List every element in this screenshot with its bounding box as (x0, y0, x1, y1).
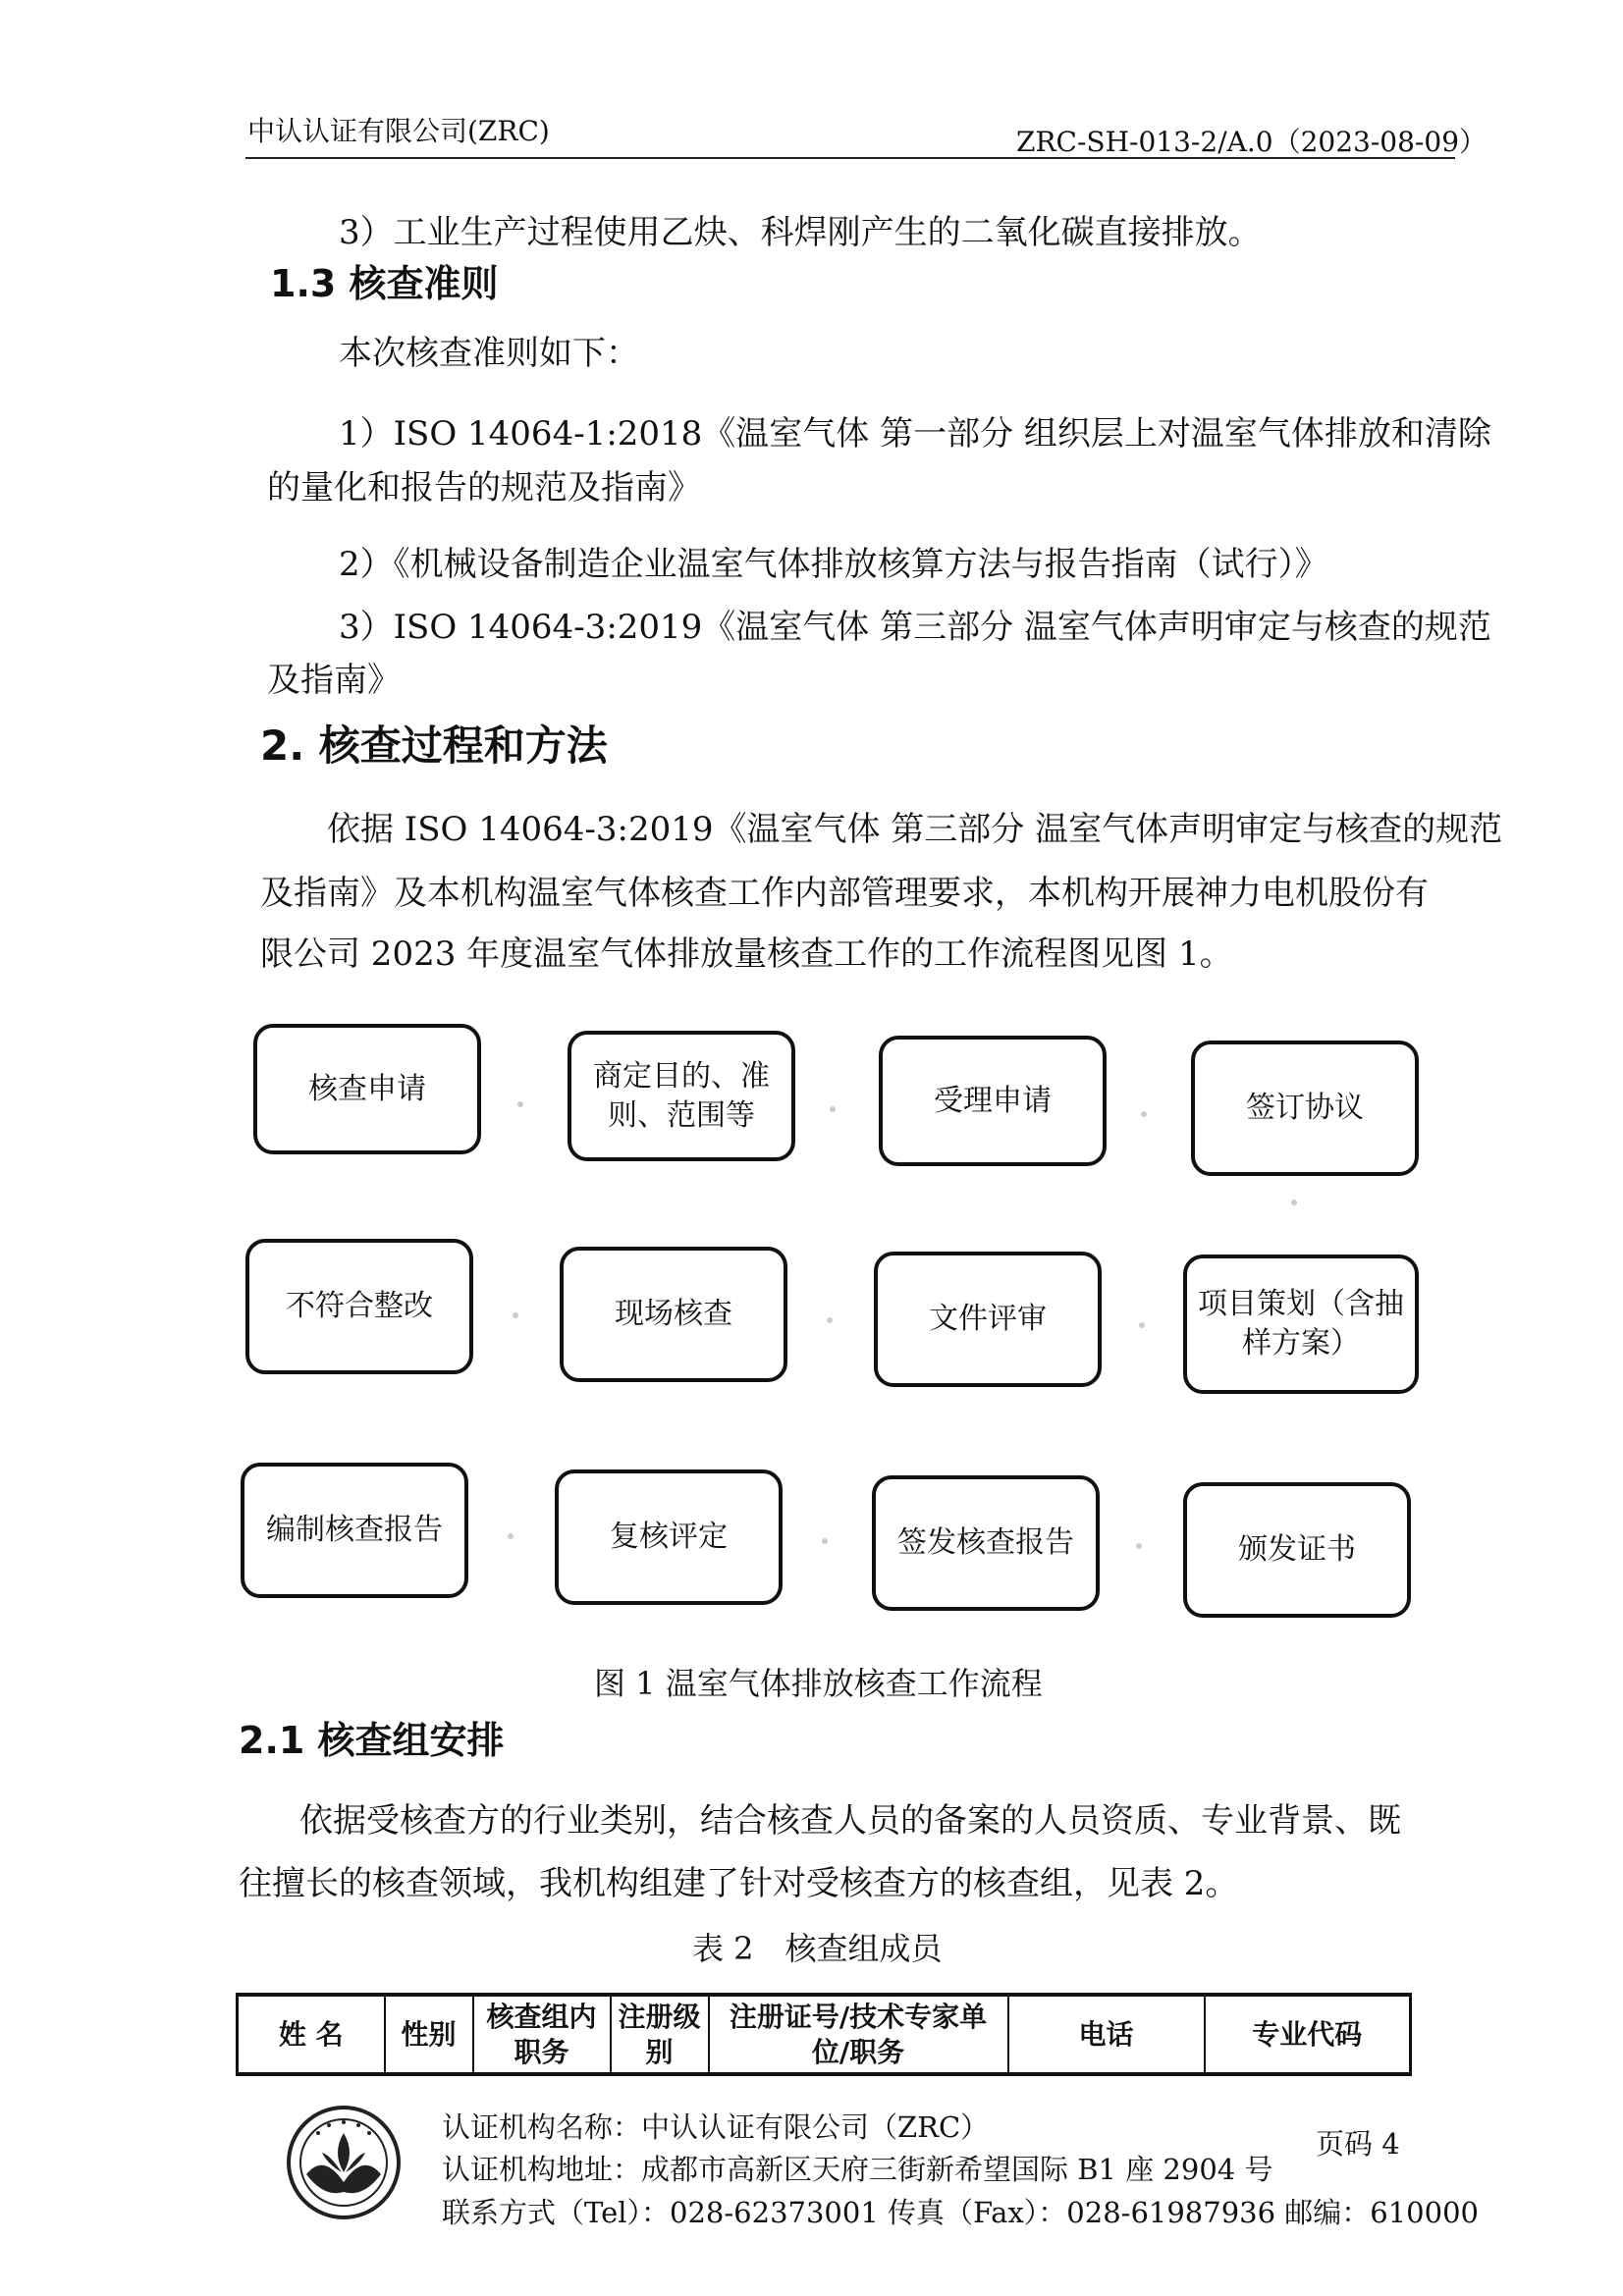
table-header-cell: 注册级别 (611, 1995, 709, 2074)
flow-box-recheck: 复核评定 (555, 1469, 783, 1605)
flow-box-nonconformity: 不符合整改 (245, 1239, 473, 1374)
flow-box-planning: 项目策划（含抽样方案） (1183, 1255, 1419, 1394)
flow-box-onsite: 现场核查 (560, 1247, 787, 1382)
flow-box-agree-scope: 商定目的、准则、范围等 (568, 1031, 795, 1161)
section-2-title: 2. 核查过程和方法 (260, 721, 608, 770)
criteria-3-line1: 3）ISO 14064-3:2019《温室气体 第三部分 温室气体声明审定与核查的规范 (339, 608, 1491, 647)
table-header-cell: 性别 (385, 1995, 473, 2074)
section-2-para-line1: 依据 ISO 14064-3:2019《温室气体 第三部分 温室气体声明审定与核查的规范 (327, 810, 1503, 849)
footer-address: 认证机构地址：成都市高新区天府三街新希望国际 B1 座 2904 号 (442, 2153, 1273, 2186)
header-doc-code: ZRC-SH-013-2/A.0（2023-08-09） (1016, 126, 1488, 158)
table-header-cell: 核查组内职务 (473, 1995, 611, 2074)
criteria-1-line1: 1）ISO 14064-1:2018《温室气体 第一部分 组织层上对温室气体排放和清除 (339, 414, 1491, 454)
flow-box-sign-agreement: 签订协议 (1191, 1041, 1419, 1176)
section-1-3-title: 1.3 核查准则 (270, 262, 499, 305)
criteria-1-line2: 的量化和报告的规范及指南》 (267, 468, 701, 507)
section-2-para-line3: 限公司 2023 年度温室气体排放量核查工作的工作流程图见图 1。 (260, 934, 1233, 974)
table-header-cell: 姓 名 (238, 1995, 385, 2074)
zrc-logo-icon (285, 2104, 403, 2221)
members-table (236, 1993, 1412, 2076)
footer-page-number: 页码 4 (1316, 2127, 1400, 2161)
item-3-prev: 3）工业生产过程使用乙炔、科焊刚产生的二氧化碳直接排放。 (339, 213, 1262, 252)
table-header-cell: 注册证号/技术专家单位/职务 (709, 1995, 1008, 2074)
flow-box-compile-report: 编制核查报告 (241, 1463, 468, 1598)
criteria-2: 2）《机械设备制造企业温室气体排放核算方法与报告指南（试行）》 (339, 545, 1328, 584)
table-caption: 表 2 核查组成员 (692, 1930, 943, 1967)
section-2-1-title: 2.1 核查组安排 (239, 1719, 505, 1762)
table-header-row (238, 1995, 1411, 2074)
header-company: 中认认证有限公司(ZRC) (247, 115, 550, 147)
footer-contact: 联系方式（Tel）：028-62373001 传真（Fax）：028-61987936 邮编：610000 (442, 2196, 1479, 2229)
criteria-3-line2: 及指南》 (267, 661, 401, 700)
figure-caption: 图 1 温室气体排放核查工作流程 (594, 1665, 1043, 1702)
flow-box-issue-report: 签发核查报告 (872, 1475, 1100, 1611)
flow-box-accept: 受理申请 (879, 1036, 1107, 1166)
section-2-1-para-line2: 往擅长的核查领域，我机构组建了针对受核查方的核查组，见表 2。 (239, 1864, 1239, 1903)
table-header-cell: 专业代码 (1205, 1995, 1411, 2074)
criteria-intro: 本次核查准则如下： (339, 334, 639, 373)
footer-org-name: 认证机构名称：中认认证有限公司（ZRC） (442, 2110, 990, 2144)
section-2-1-para-line1: 依据受核查方的行业类别，结合核查人员的备案的人员资质、专业背景、既 (299, 1801, 1401, 1841)
flow-box-doc-review: 文件评审 (874, 1252, 1102, 1387)
section-2-para-line2: 及指南》及本机构温室气体核查工作内部管理要求，本机构开展神力电机股份有 (260, 874, 1429, 913)
flow-box-certificate: 颁发证书 (1183, 1482, 1411, 1618)
flow-box-apply: 核查申请 (253, 1024, 481, 1154)
table-header-cell: 电话 (1008, 1995, 1205, 2074)
